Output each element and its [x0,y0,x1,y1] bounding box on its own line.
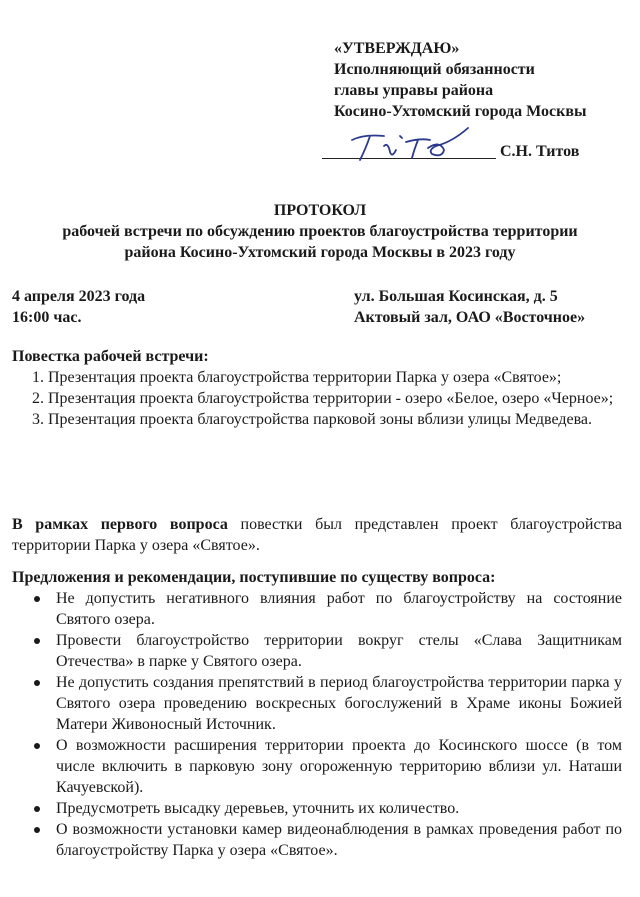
agenda-item: 3. Презентация проекта благоустройства парковой зоны вблизи улицы Медведева. [32,411,593,428]
proposal-text: Провести благоустройство территории вокруг стелы «Слава Защитникам Отечества» в парке у Святого озера. [56,632,622,670]
proposal-text: Предусмотреть высадку деревьев, уточнить их количество. [56,800,460,817]
proposal-text: О возможности расширения территории проекта до Косинского шоссе (в том числе включить в парковую зону огороженную территорию вблизи ул. Наташи Качуевской). [56,737,622,796]
agenda-list [12,367,622,430]
bullet-dot-icon [34,806,40,812]
document-subtitle-2: района Косино-Ухтомский города Москвы в 2023 году [124,244,516,261]
bullet-dot-icon [34,743,40,749]
bullet-dot-icon [34,596,40,602]
bullet-dot-icon [34,638,40,644]
meeting-address: ул. Большая Косинская, д. 5 [354,288,558,305]
proposal-text: Не допустить негативного влияния работ по благоустройству на состояние Святого озера. [56,590,622,628]
list-item [12,735,622,798]
approval-line-2: главы управы района [334,82,494,99]
agenda-item: 1. Презентация проекта благоустройства территории Парка у озера «Святое»; [32,369,562,386]
approval-line-1: Исполняющий обязанности [334,61,535,78]
approval-block [334,38,586,122]
proposals-list [12,588,622,861]
signer-name: С.Н. Титов [500,143,580,160]
signature-row [322,140,622,162]
agenda-heading: Повестка рабочей встречи: [12,348,209,365]
approval-line-3: Косино-Ухтомский города Москвы [334,103,587,120]
list-item [12,672,622,735]
proposal-text: О возможности установки камер видеонаблюдения в рамках проведения работ по благоустройству Парка у озера «Святое». [56,821,622,859]
document-subtitle-1: рабочей встречи по обсуждению проектов благоустройства территории [62,223,578,240]
meeting-location [354,286,585,328]
agenda-item: 2. Презентация проекта благоустройства территории - озеро «Белое, озеро «Черное»; [32,390,614,407]
first-question-text: повестки был представлен проект благоустройства территории Парка у озера «Святое». [12,516,622,554]
meeting-time: 16:00 час. [12,309,82,326]
proposal-text: Не допустить создания препятствий в период благоустройства территории парка у Святого озера проведению воскресных богослужений в Храме иконы Божией Матери Живоносный Источник. [56,674,622,733]
approval-heading: «УТВЕРЖДАЮ» [334,40,460,57]
list-item [12,819,622,861]
list-item [12,588,622,630]
handwritten-signature-icon [344,116,474,166]
meeting-venue: Актовый зал, ОАО «Восточное» [354,309,586,326]
bullet-dot-icon [34,827,40,833]
meeting-datetime [12,286,145,328]
document-title: ПРОТОКОЛ [273,202,367,219]
list-item [12,798,622,819]
list-item [12,630,622,672]
meeting-date: 4 апреля 2023 года [12,288,146,305]
first-question-paragraph [12,514,622,556]
first-question-lead: В рамках первого вопроса [12,516,228,533]
bullet-dot-icon [34,680,40,686]
proposals-heading: Предложения и рекомендации, поступившие по существу вопроса: [12,569,496,586]
